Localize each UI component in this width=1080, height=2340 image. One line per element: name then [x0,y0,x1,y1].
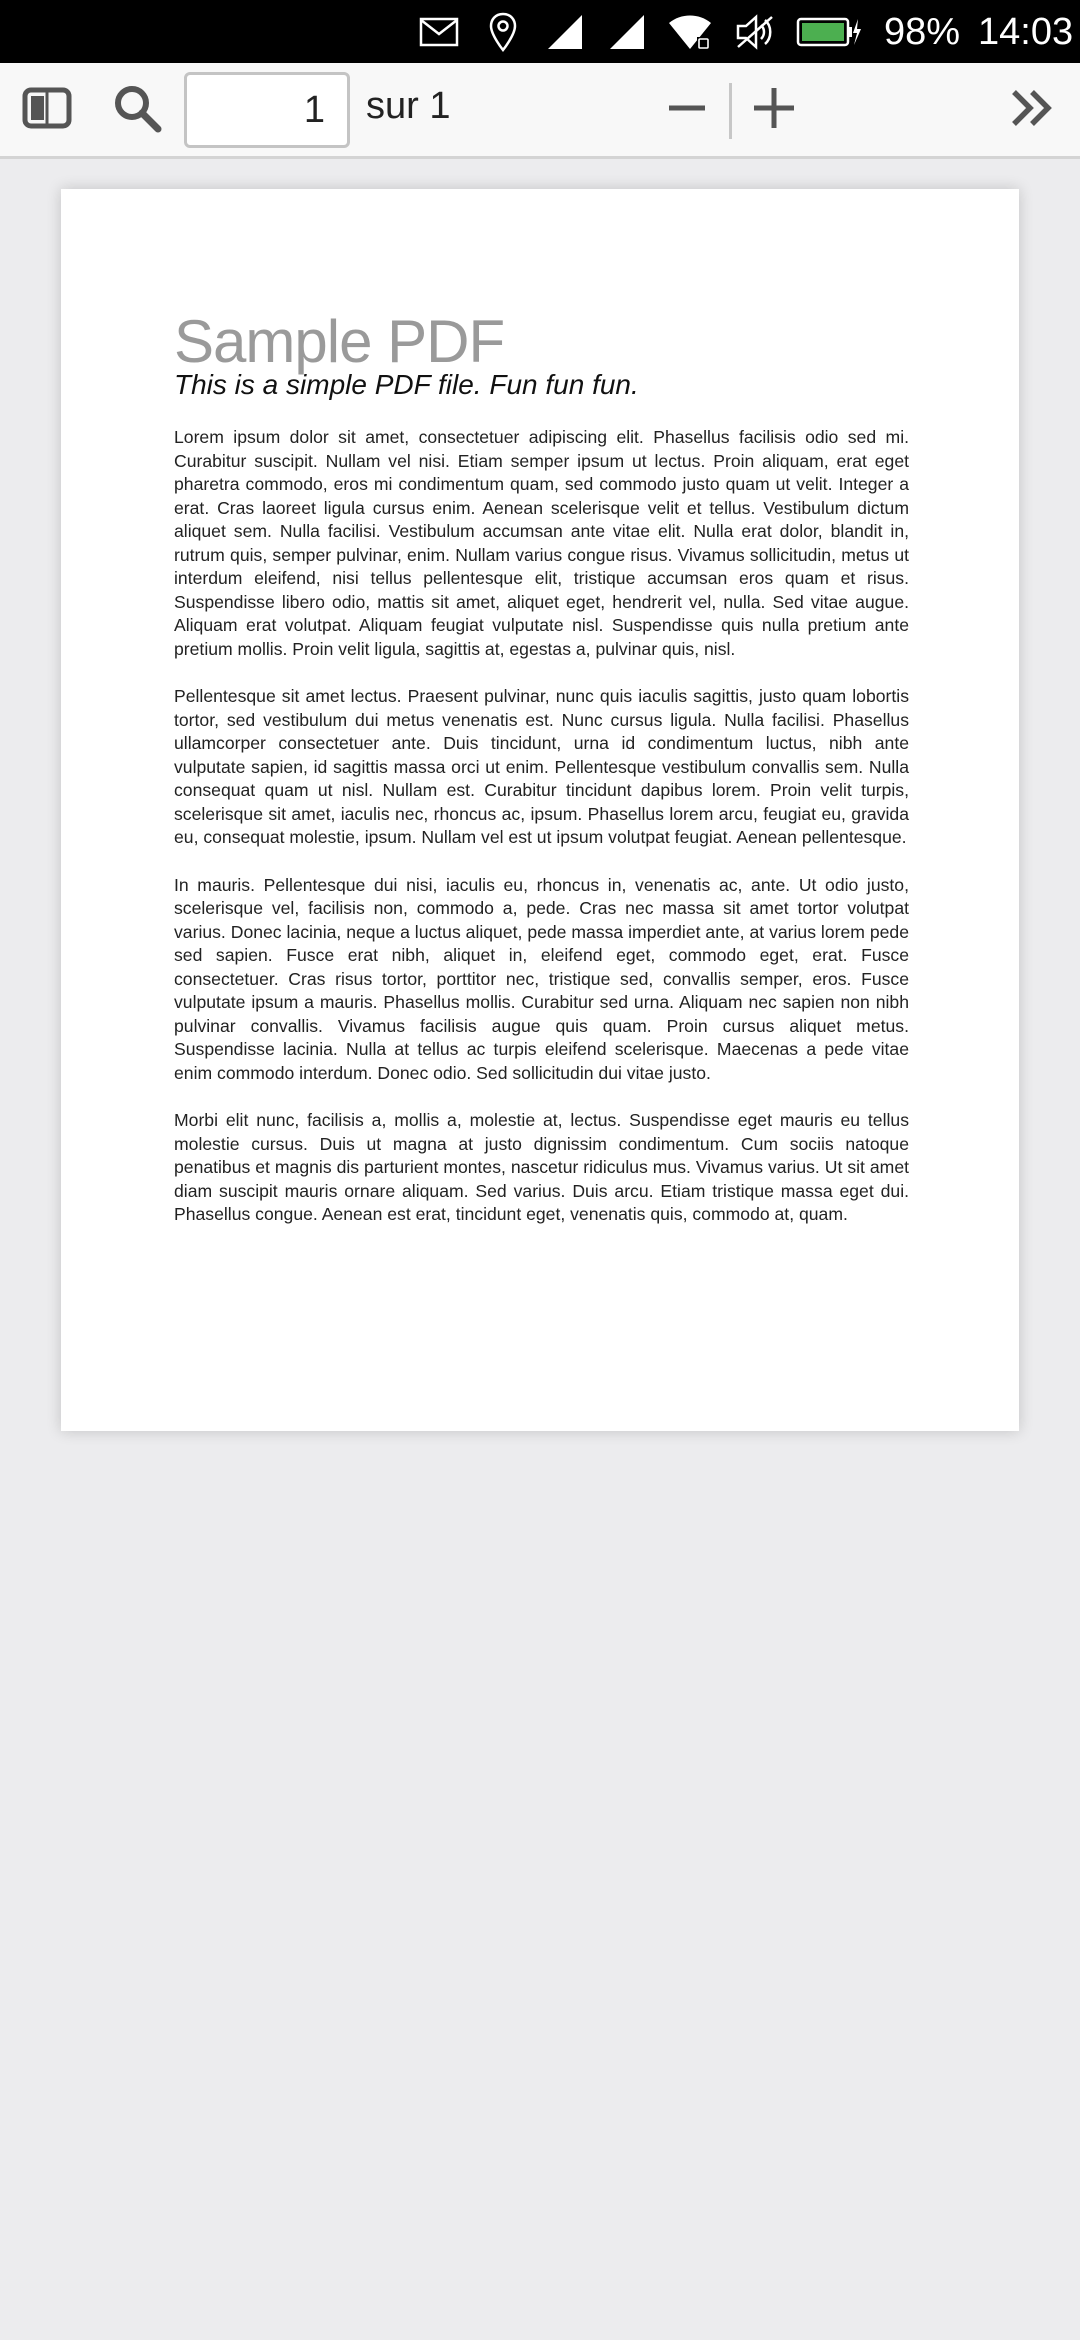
status-bar [0,0,1080,63]
wifi-icon [667,10,713,54]
toolbar-divider [729,83,732,139]
mail-icon [418,10,460,54]
signal-icon [607,10,647,54]
minus-icon [667,88,707,133]
pdf-toolbar [0,63,1080,159]
zoom-in-button[interactable] [739,75,809,145]
sidebar-toggle-icon [22,86,72,135]
sidebar-toggle-button[interactable] [12,75,82,145]
mute-icon [733,10,777,54]
document-paragraph: Pellentesque sit amet lectus. Praesent pulvinar, nunc quis iaculis sagittis, justo quam lobortis tortor, sed vestibulum dui metus venenatis est. Nunc cursus ligula. Nulla facilisi. Phasellus ullamcorper consectetuer ante. Duis tincidunt, urna id condimentum luctus, nibh ante vulputate sapien, id sagittis massa orci ut enim. Pellentesque vestibulum convallis sem. Nulla consequat quam ut nisl. Nullam est. Curabitur tincidunt dapibus lorem. Proin velit turpis, scelerisque sit amet, iaculis nec, rhoncus ac, ipsum. Phasellus lorem arcu, feugiat eu, gravida eu, consequat molestie, ipsum. Nullam vel est ut ipsum volutpat feugiat. Aenean pellentesque. [174,686,909,847]
battery-percent: 98% [884,11,961,53]
document-body [174,426,909,1251]
document-paragraph: In mauris. Pellentesque dui nisi, iaculis eu, rhoncus in, venenatis ac, ante. Ut odio justo, scelerisque vel, facilisis non, commodo a, pede. Cras nec massa sit amet tortor volutpat varius. Donec lacinia, neque a luctus aliquet, pede massa imperdiet ante, at varius lorem pede sed sapien. Fusce erat nibh, aliquet in, eleifend eget, commodo eget, erat. Fusce consectetuer. Cras risus tortor, porttitor nec, tristique sed, convallis semper, eros. Fusce vulputate ipsum a mauris. Phasellus mollis. Curabitur sed urna. Aliquam nec sapien non nibh pulvinar convallis. Vivamus facilisis augue quis quam. Proin cursus aliquet metus. Suspendisse lacinia. Nulla at tellus ac turpis eleifend scelerisque. Maecenas a pede vitae enim commodo interdum. Donec odio. Sed sollicitudin dui vitae justo. [174,874,909,1083]
search-icon [111,82,163,139]
battery-charging-icon [796,10,862,54]
clock: 14:03 [978,11,1074,53]
search-button[interactable] [102,75,172,145]
document-paragraph: Morbi elit nunc, facilisis a, mollis a, molestie at, lectus. Suspendisse eget mauris eu tellus molestie cursus. Duis ut magna at justo dignissim condimentum. Cum sociis natoque penatibus et magnis dis parturient montes, nascetur ridiculus mus. Vivamus varius. Ut sit amet diam suscipit mauris ornare aliquam. Sed varius. Duis arcu. Etiam tristique massa eget dui. Phasellus congue. Aenean est erat, tincidunt eget, venenatis quis, commodo at, quam. [174,1110,909,1224]
zoom-out-button[interactable] [652,75,722,145]
page-number-input[interactable] [184,72,350,148]
document-title: Sample PDF [174,308,505,375]
more-tools-button[interactable] [998,75,1068,145]
pdf-page [61,189,1019,1431]
document-subtitle: This is a simple PDF file. Fun fun fun. [174,369,639,400]
double-chevron-right-icon [1010,88,1056,133]
signal-icon [545,10,585,54]
location-icon [487,10,519,54]
document-paragraph: Lorem ipsum dolor sit amet, consectetuer adipiscing elit. Phasellus facilisis odio sed mi. Curabitur suscipit. Nullam vel nisi. Etiam semper ipsum ut lectus. Proin aliquam, erat eget pharetra commodo, eros mi condimentum quam, sed commodo justo quam ut velit. Integer a erat. Cras laoreet ligula cursus enim. Aenean scelerisque velit et tellus. Vestibulum dictum aliquet sem. Nulla facilisi. Vestibulum accumsan ante vitae elit. Nulla erat dolor, blandit in, rutrum quis, semper pulvinar, enim. Nullam varius congue risus. Vivamus sollicitudin, metus ut interdum eleifend, nisi tellus pellentesque elit, tristique accumsan eros quam et risus. Suspendisse libero odio, mattis sit amet, aliquet eget, hendrerit vel, nulla. Sed vitae augue. Aliquam erat volutpat. Aliquam feugiat vulputate nisl. Suspendisse quis nulla pretium ante pretium mollis. Proin velit ligula, sagittis at, egestas a, pulvinar quis, nisl. [174,427,909,659]
plus-icon [752,86,796,135]
page-count-label: sur 1 [366,85,451,127]
